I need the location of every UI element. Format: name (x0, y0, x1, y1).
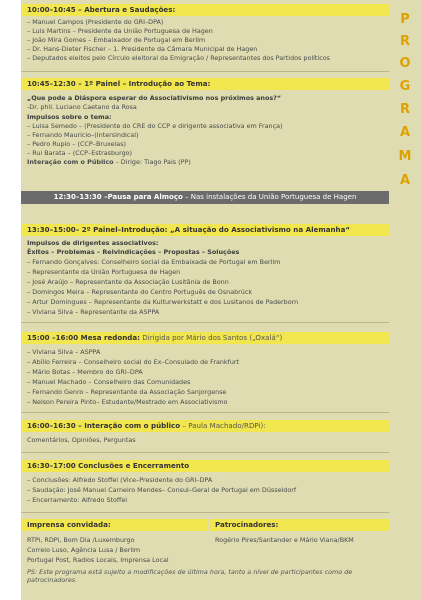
closing-item: – Encerramento: Alfredo Stoffel (27, 496, 128, 504)
program-letter: A (399, 125, 411, 140)
section-opening-title: 10:00–10:45 – Abertura e Saudações: (27, 5, 176, 14)
roundtable-item: – Fernando Genro – Representante da Associação Sanjorgense (27, 388, 227, 396)
roundtable-item: – Viviana Silva – ASPPA (27, 348, 101, 356)
panel1-item: – Luisa Semedo – (Presidente do CRE do CCP e dirigente associativa em França) (27, 122, 283, 130)
panel1-interaction-moderator: – Dirige: Tiago Pais (PP) (113, 158, 191, 166)
program-letter: M (398, 149, 412, 164)
panel1-item: – Fernando Mauricio–(Intersindical) (27, 131, 139, 139)
program-letter: G (399, 79, 411, 94)
opening-item: – Dr. Hans-Dieter Fischer – 1. Presidente da Câmara Municipal de Hagen (27, 45, 258, 53)
section-panel2-title: 13:30–15:00– 2º Painel–Introdução: „A situação do Associativismo na Alemanha“ (27, 225, 351, 234)
press-item: Correio Luso, Agência Lusa / Berlim (27, 546, 141, 554)
section-panel1-header (21, 78, 389, 90)
ps-note: PS: Este programa está sujeito a modificações de última hora, tanto a nível de participantes como de patrocinadores. (27, 568, 353, 584)
program-letter: A (399, 173, 411, 188)
opening-item: – Manuel Campos (Presidente do GRI–DPA) (27, 18, 164, 26)
divider (21, 322, 389, 323)
program-letter: R (399, 102, 410, 117)
panel1-author: -Dr. phil. Luciano Caetano da Rosa (27, 103, 137, 111)
section-interaction-header (21, 420, 389, 432)
section-closing-title: 16:30–17:00 Conclusões e Encerramento (27, 461, 190, 470)
sponsors-title: Patrocinadores: (215, 520, 279, 529)
section-roundtable-title: 15:00 –16:00 Mesa redonda: (27, 333, 141, 342)
section-closing-header (21, 460, 389, 472)
press-header (21, 519, 207, 531)
panel1-interaction-label: Interação com o Público (27, 158, 114, 166)
panel2-item: – José Araújo – Representante da Associação Lusitânia de Bonn (27, 278, 229, 286)
divider (21, 71, 389, 72)
opening-item: – Deputados eleitos pelo Círculo eleitoral da Emigração / Representantes dos Partidos políticos (27, 54, 330, 62)
program-letter: R (399, 34, 410, 49)
divider (21, 412, 389, 413)
section-interaction-title: 16:00–16:30 – Interação com o público (27, 421, 181, 430)
divider (21, 452, 389, 453)
section-interaction-moderator: – Paula Machado/RDPi): (180, 421, 266, 430)
panel1-item: – Rui Barata – (CCP–Estrasburgo) (27, 149, 133, 157)
opening-item: – João Mira Gomes – Embaixador de Portugal em Berlim (27, 36, 206, 44)
interaction-text: Comentários, Opiniões, Perguntas (27, 436, 136, 444)
panel2-impulses-label: Impulsos de dirigentes associativos: (27, 239, 159, 247)
lunch-location: – Nas instalações da União Portuguesa de Hagen (182, 193, 357, 201)
roundtable-item: – Nelson Pereira Pinto– Estudante/Mestrado em Associativismo (27, 398, 228, 406)
panel2-item: – Fernando Gonçalves: Conselheiro social da Embaixada de Portugal em Berlim (27, 258, 281, 266)
panel2-subtitle: Êxitos – Problemas – Reivindicações – Propostas – Soluções (27, 248, 240, 256)
roundtable-item: – Abílio Ferreira – Conselheiro social do Ex–Consulado de Frankfurt (27, 358, 240, 366)
section-roundtable-header (21, 332, 389, 344)
panel2-item: – Viviana Silva – Representante da ASPPA (27, 308, 160, 316)
program-letter: P (400, 12, 410, 27)
section-panel2-header (21, 224, 389, 236)
press-item: RTPi, RDPi, Bom Dia /Luxemburgo (27, 536, 135, 544)
opening-item: – Luis Martins – Presidente da União Portuguesa de Hagen (27, 27, 213, 35)
lunch-banner (21, 191, 389, 204)
panel1-impulses-label: Impulsos sobre o tema: (27, 113, 112, 121)
program-letter: O (399, 56, 411, 71)
closing-item: – Conclusões: Alfredo Stoffel (Vice–Presidente do GRI–DPA (27, 476, 213, 484)
sponsors-text: Rogério Pires/Santander e Mário Viana/BKM (215, 536, 354, 544)
section-roundtable-moderator: Dirigida por Mário dos Santos („Oxalá“) (140, 333, 283, 342)
press-item: Portugal Post, Radios Locais, Imprensa Local (27, 556, 169, 564)
program-page (21, 0, 389, 600)
lunch-time: 12:30–13:30 –Pausa para Almoço (53, 193, 183, 201)
panel1-item: – Pedro Rupio – (CCP–Bruxelas) (27, 140, 127, 148)
sponsors-header (209, 519, 389, 531)
panel1-question: „Que pode a Diáspora esperar do Associativismo nos próximos anos?“ (27, 94, 282, 102)
panel2-item: – Representante da União Portuguesa de Hagen (27, 268, 181, 276)
program-vertical-label (389, 0, 421, 600)
roundtable-item: – Mário Botas – Membro do GRI–DPA (27, 368, 143, 376)
panel1-interaction (27, 158, 387, 166)
closing-item: – Saudação: José Manuel Carneiro Mendes– Consul–Geral de Portugal em Düsseldorf (27, 486, 297, 494)
divider (21, 512, 389, 513)
section-opening-header (21, 4, 389, 16)
panel2-item: – Artur Domingues – Representante da Kulturwerkstatt e dos Lusitanos de Paderborn (27, 298, 299, 306)
press-title: Imprensa convidada: (27, 520, 111, 529)
panel2-item: – Domingos Meira – Representante do Centro Português de Osnabrück (27, 288, 253, 296)
section-panel1-title: 10:45–12:30 – 1º Painel – Introdução ao Tema: (27, 79, 211, 88)
roundtable-item: – Manuel Machado – Conselheiro das Comunidades (27, 378, 191, 386)
